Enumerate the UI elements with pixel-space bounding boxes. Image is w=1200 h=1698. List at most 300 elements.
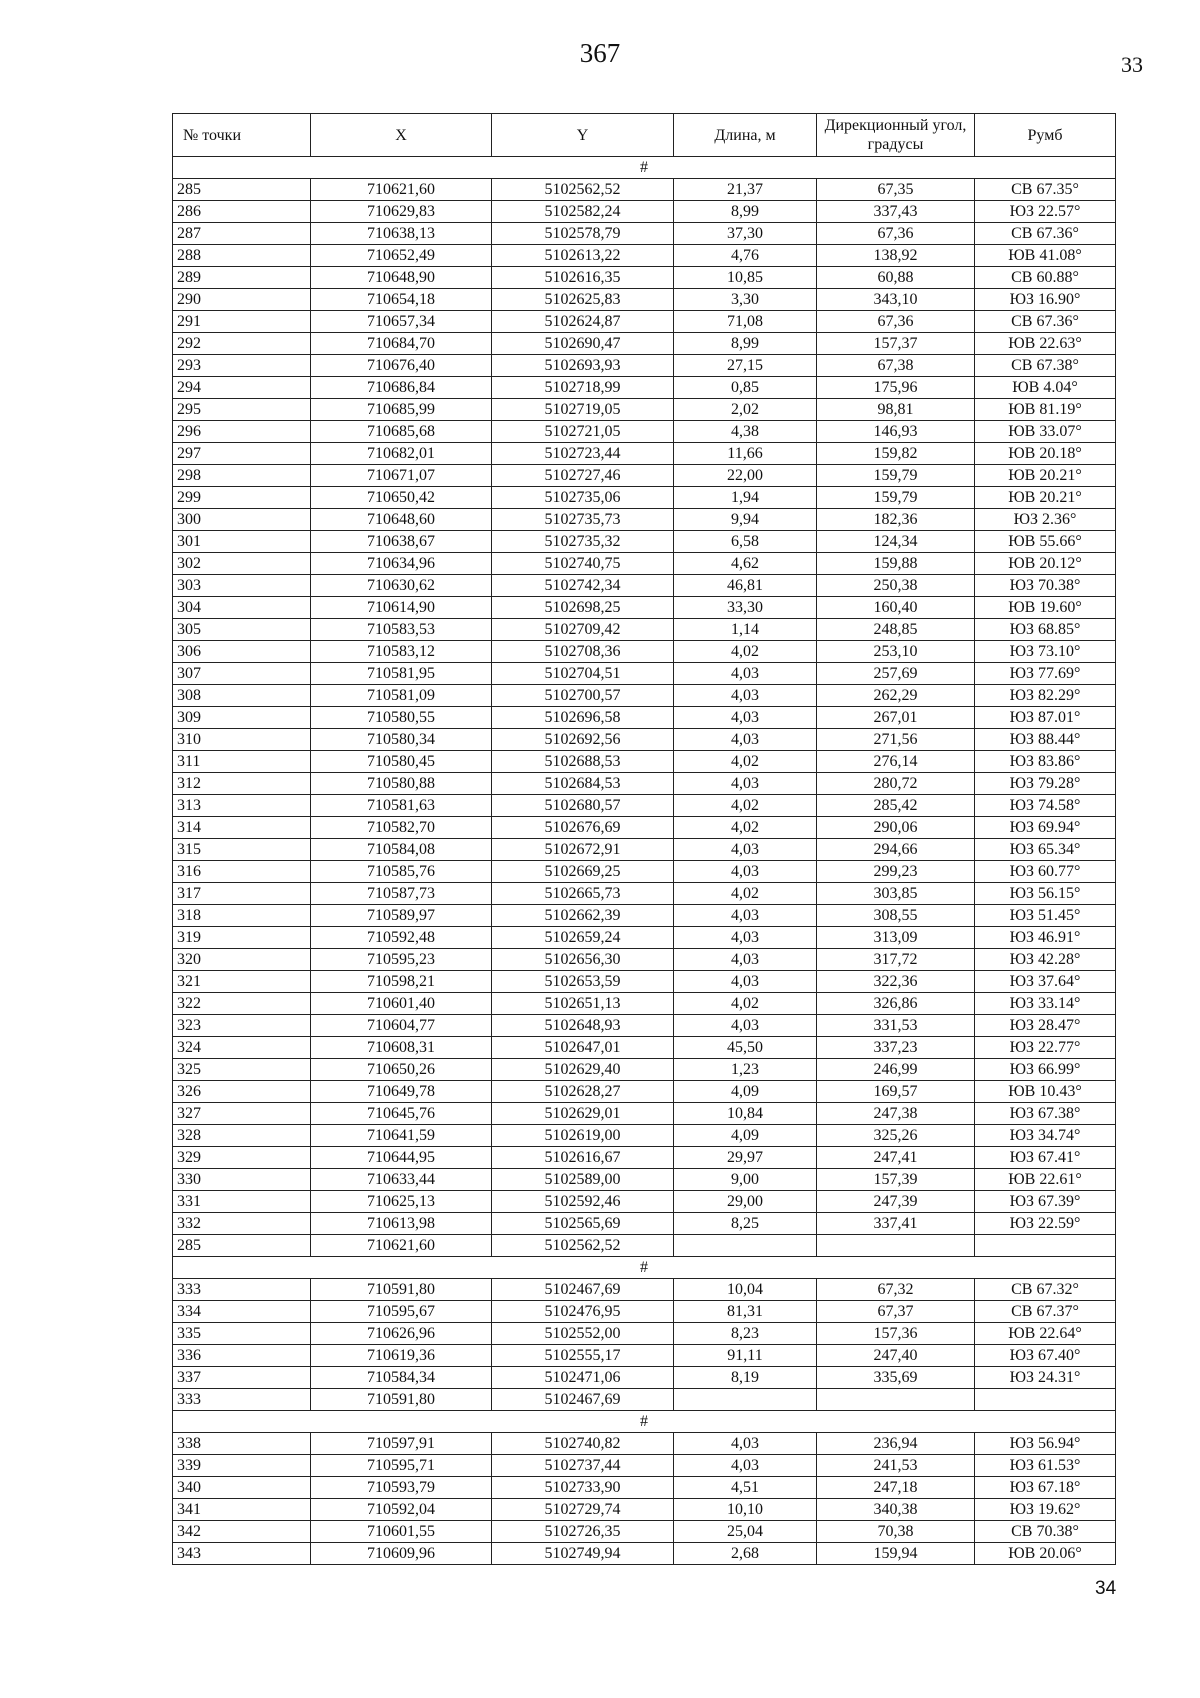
point-number-cell: 303 [173, 575, 311, 597]
table-row [173, 927, 1116, 949]
x-cell: 710581,95 [311, 663, 492, 685]
rhumb-cell: СВ 67.36° [975, 223, 1116, 245]
y-cell: 5102578,79 [492, 223, 674, 245]
table-row [173, 399, 1116, 421]
length-cell: 4,03 [674, 1015, 817, 1037]
length-cell: 10,84 [674, 1103, 817, 1125]
y-cell: 5102565,69 [492, 1213, 674, 1235]
angle-cell: 157,37 [817, 333, 975, 355]
rhumb-cell: СВ 67.35° [975, 179, 1116, 201]
y-cell: 5102688,53 [492, 751, 674, 773]
x-cell: 710595,23 [311, 949, 492, 971]
length-cell: 8,99 [674, 333, 817, 355]
table-row [173, 971, 1116, 993]
point-number-cell: 333 [173, 1389, 311, 1411]
x-cell: 710591,80 [311, 1389, 492, 1411]
table-row [173, 1389, 1116, 1411]
length-cell: 4,03 [674, 707, 817, 729]
table-row [173, 223, 1116, 245]
point-number-cell: 323 [173, 1015, 311, 1037]
table-row [173, 1213, 1116, 1235]
point-number-cell: 309 [173, 707, 311, 729]
point-number-cell: 338 [173, 1433, 311, 1455]
x-cell: 710638,13 [311, 223, 492, 245]
table-row [173, 1433, 1116, 1455]
point-number-cell: 327 [173, 1103, 311, 1125]
rhumb-cell: ЮЗ 22.57° [975, 201, 1116, 223]
x-cell: 710604,77 [311, 1015, 492, 1037]
angle-cell: 331,53 [817, 1015, 975, 1037]
point-number-cell: 295 [173, 399, 311, 421]
y-cell: 5102709,42 [492, 619, 674, 641]
angle-cell: 337,41 [817, 1213, 975, 1235]
point-number-cell: 325 [173, 1059, 311, 1081]
length-cell: 4,02 [674, 817, 817, 839]
table-row [173, 1037, 1116, 1059]
contour-separator-row [173, 1411, 1116, 1433]
y-cell: 5102562,52 [492, 1235, 674, 1257]
angle-cell: 157,39 [817, 1169, 975, 1191]
x-cell: 710595,71 [311, 1455, 492, 1477]
point-number-cell: 286 [173, 201, 311, 223]
y-cell: 5102690,47 [492, 333, 674, 355]
rhumb-cell: ЮЗ 66.99° [975, 1059, 1116, 1081]
point-number-cell: 292 [173, 333, 311, 355]
point-number-cell: 290 [173, 289, 311, 311]
x-cell: 710654,18 [311, 289, 492, 311]
header-point-number: № точки [173, 114, 311, 157]
length-cell [674, 1389, 817, 1411]
angle-cell: 335,69 [817, 1367, 975, 1389]
rhumb-cell: ЮЗ 22.77° [975, 1037, 1116, 1059]
rhumb-cell: ЮВ 20.21° [975, 465, 1116, 487]
table-row [173, 1543, 1116, 1565]
point-number-cell: 342 [173, 1521, 311, 1543]
point-number-cell: 288 [173, 245, 311, 267]
contour-separator-row [173, 157, 1116, 179]
point-number-cell: 315 [173, 839, 311, 861]
angle-cell: 303,85 [817, 883, 975, 905]
angle-cell: 159,94 [817, 1543, 975, 1565]
y-cell: 5102555,17 [492, 1345, 674, 1367]
angle-cell [817, 1235, 975, 1257]
x-cell: 710638,67 [311, 531, 492, 553]
rhumb-cell: СВ 67.32° [975, 1279, 1116, 1301]
length-cell: 6,58 [674, 531, 817, 553]
table-row [173, 905, 1116, 927]
point-number-cell: 314 [173, 817, 311, 839]
x-cell: 710657,34 [311, 311, 492, 333]
angle-cell: 246,99 [817, 1059, 975, 1081]
length-cell: 8,25 [674, 1213, 817, 1235]
x-cell: 710584,08 [311, 839, 492, 861]
rhumb-cell: ЮЗ 67.38° [975, 1103, 1116, 1125]
rhumb-cell: СВ 70.38° [975, 1521, 1116, 1543]
rhumb-cell: СВ 67.38° [975, 355, 1116, 377]
point-number-cell: 313 [173, 795, 311, 817]
table-row [173, 1499, 1116, 1521]
rhumb-cell: ЮВ 20.12° [975, 553, 1116, 575]
x-cell: 710630,62 [311, 575, 492, 597]
length-cell: 4,02 [674, 641, 817, 663]
point-number-cell: 306 [173, 641, 311, 663]
rhumb-cell: ЮЗ 37.64° [975, 971, 1116, 993]
angle-cell: 337,23 [817, 1037, 975, 1059]
point-number-cell: 329 [173, 1147, 311, 1169]
table-row [173, 1169, 1116, 1191]
x-cell: 710682,01 [311, 443, 492, 465]
x-cell: 710650,26 [311, 1059, 492, 1081]
x-cell: 710625,13 [311, 1191, 492, 1213]
rhumb-cell: ЮВ 33.07° [975, 421, 1116, 443]
angle-cell: 285,42 [817, 795, 975, 817]
rhumb-cell: ЮВ 10.43° [975, 1081, 1116, 1103]
length-cell: 29,97 [674, 1147, 817, 1169]
y-cell: 5102467,69 [492, 1389, 674, 1411]
table-row [173, 773, 1116, 795]
x-cell: 710582,70 [311, 817, 492, 839]
point-number-cell: 307 [173, 663, 311, 685]
y-cell: 5102742,34 [492, 575, 674, 597]
length-cell: 21,37 [674, 179, 817, 201]
length-cell: 4,38 [674, 421, 817, 443]
rhumb-cell: ЮЗ 51.45° [975, 905, 1116, 927]
length-cell: 4,03 [674, 773, 817, 795]
y-cell: 5102616,67 [492, 1147, 674, 1169]
x-cell: 710648,60 [311, 509, 492, 531]
y-cell: 5102659,24 [492, 927, 674, 949]
y-cell: 5102727,46 [492, 465, 674, 487]
angle-cell: 67,32 [817, 1279, 975, 1301]
point-number-cell: 294 [173, 377, 311, 399]
table-row [173, 443, 1116, 465]
length-cell: 11,66 [674, 443, 817, 465]
rhumb-cell: ЮЗ 2.36° [975, 509, 1116, 531]
point-number-cell: 322 [173, 993, 311, 1015]
table-row [173, 1081, 1116, 1103]
table-row [173, 487, 1116, 509]
y-cell: 5102735,73 [492, 509, 674, 531]
x-cell: 710648,90 [311, 267, 492, 289]
y-cell: 5102749,94 [492, 1543, 674, 1565]
y-cell: 5102672,91 [492, 839, 674, 861]
point-number-cell: 291 [173, 311, 311, 333]
table-row [173, 179, 1116, 201]
y-cell: 5102619,00 [492, 1125, 674, 1147]
angle-cell: 241,53 [817, 1455, 975, 1477]
y-cell: 5102669,25 [492, 861, 674, 883]
angle-cell: 247,40 [817, 1345, 975, 1367]
angle-cell: 67,38 [817, 355, 975, 377]
table-row [173, 575, 1116, 597]
header-row [173, 114, 1116, 157]
x-cell: 710581,09 [311, 685, 492, 707]
y-cell: 5102700,57 [492, 685, 674, 707]
point-number-cell: 316 [173, 861, 311, 883]
point-number-cell: 319 [173, 927, 311, 949]
rhumb-cell: ЮЗ 61.53° [975, 1455, 1116, 1477]
table-row [173, 1015, 1116, 1037]
point-number-cell: 311 [173, 751, 311, 773]
table-row [173, 289, 1116, 311]
angle-cell: 290,06 [817, 817, 975, 839]
x-cell: 710589,97 [311, 905, 492, 927]
point-number-cell: 339 [173, 1455, 311, 1477]
rhumb-cell: ЮЗ 34.74° [975, 1125, 1116, 1147]
length-cell: 37,30 [674, 223, 817, 245]
angle-cell: 308,55 [817, 905, 975, 927]
angle-cell: 182,36 [817, 509, 975, 531]
point-number-cell: 296 [173, 421, 311, 443]
length-cell: 4,03 [674, 949, 817, 971]
x-cell: 710621,60 [311, 1235, 492, 1257]
x-cell: 710580,34 [311, 729, 492, 751]
angle-cell: 250,38 [817, 575, 975, 597]
length-cell [674, 1235, 817, 1257]
table-row [173, 1125, 1116, 1147]
y-cell: 5102552,00 [492, 1323, 674, 1345]
y-cell: 5102653,59 [492, 971, 674, 993]
x-cell: 710580,45 [311, 751, 492, 773]
point-number-cell: 321 [173, 971, 311, 993]
angle-cell: 294,66 [817, 839, 975, 861]
rhumb-cell [975, 1389, 1116, 1411]
length-cell: 4,51 [674, 1477, 817, 1499]
point-number-cell: 317 [173, 883, 311, 905]
rhumb-cell: ЮЗ 70.38° [975, 575, 1116, 597]
angle-cell: 70,38 [817, 1521, 975, 1543]
rhumb-cell: ЮЗ 16.90° [975, 289, 1116, 311]
table-row [173, 355, 1116, 377]
angle-cell: 169,57 [817, 1081, 975, 1103]
y-cell: 5102662,39 [492, 905, 674, 927]
rhumb-cell: ЮЗ 56.15° [975, 883, 1116, 905]
length-cell: 4,03 [674, 905, 817, 927]
point-number-cell: 312 [173, 773, 311, 795]
table-row [173, 267, 1116, 289]
table-row [173, 707, 1116, 729]
x-cell: 710595,67 [311, 1301, 492, 1323]
header-rhumb: Румб [975, 114, 1116, 157]
angle-cell: 267,01 [817, 707, 975, 729]
point-number-cell: 335 [173, 1323, 311, 1345]
y-cell: 5102718,99 [492, 377, 674, 399]
y-cell: 5102629,40 [492, 1059, 674, 1081]
angle-cell: 138,92 [817, 245, 975, 267]
table-header [173, 114, 1116, 157]
coordinates-table [172, 113, 1116, 1565]
angle-cell: 253,10 [817, 641, 975, 663]
table-row [173, 377, 1116, 399]
angle-cell: 317,72 [817, 949, 975, 971]
length-cell: 0,85 [674, 377, 817, 399]
x-cell: 710685,68 [311, 421, 492, 443]
x-cell: 710583,12 [311, 641, 492, 663]
y-cell: 5102651,13 [492, 993, 674, 1015]
rhumb-cell: ЮЗ 46.91° [975, 927, 1116, 949]
length-cell: 33,30 [674, 597, 817, 619]
angle-cell: 236,94 [817, 1433, 975, 1455]
length-cell: 10,04 [674, 1279, 817, 1301]
length-cell: 46,81 [674, 575, 817, 597]
table-row [173, 553, 1116, 575]
y-cell: 5102656,30 [492, 949, 674, 971]
rhumb-cell: ЮЗ 22.59° [975, 1213, 1116, 1235]
length-cell: 4,03 [674, 663, 817, 685]
table-row [173, 1103, 1116, 1125]
rhumb-cell: ЮВ 55.66° [975, 531, 1116, 553]
page-number-right: 33 [1121, 52, 1143, 77]
rhumb-cell: ЮЗ 24.31° [975, 1367, 1116, 1389]
angle-cell: 299,23 [817, 861, 975, 883]
x-cell: 710598,21 [311, 971, 492, 993]
x-cell: 710581,63 [311, 795, 492, 817]
angle-cell: 326,86 [817, 993, 975, 1015]
y-cell: 5102629,01 [492, 1103, 674, 1125]
rhumb-cell: ЮЗ 67.18° [975, 1477, 1116, 1499]
angle-cell: 67,37 [817, 1301, 975, 1323]
point-number-cell: 299 [173, 487, 311, 509]
y-cell: 5102740,82 [492, 1433, 674, 1455]
angle-cell: 159,79 [817, 465, 975, 487]
rhumb-cell: ЮЗ 28.47° [975, 1015, 1116, 1037]
angle-cell: 67,36 [817, 311, 975, 333]
x-cell: 710686,84 [311, 377, 492, 399]
contour-separator: # [173, 1257, 1116, 1279]
y-cell: 5102696,58 [492, 707, 674, 729]
angle-cell: 124,34 [817, 531, 975, 553]
table-body [173, 157, 1116, 1565]
table-row [173, 333, 1116, 355]
length-cell: 10,10 [674, 1499, 817, 1521]
length-cell: 45,50 [674, 1037, 817, 1059]
length-cell: 3,30 [674, 289, 817, 311]
length-cell: 4,03 [674, 971, 817, 993]
point-number-cell: 285 [173, 179, 311, 201]
length-cell: 4,09 [674, 1081, 817, 1103]
length-cell: 4,03 [674, 685, 817, 707]
y-cell: 5102676,69 [492, 817, 674, 839]
x-cell: 710685,99 [311, 399, 492, 421]
rhumb-cell: ЮЗ 67.39° [975, 1191, 1116, 1213]
y-cell: 5102613,22 [492, 245, 674, 267]
x-cell: 710608,31 [311, 1037, 492, 1059]
length-cell: 22,00 [674, 465, 817, 487]
x-cell: 710684,70 [311, 333, 492, 355]
length-cell: 25,04 [674, 1521, 817, 1543]
table-row [173, 1191, 1116, 1213]
angle-cell: 248,85 [817, 619, 975, 641]
rhumb-cell: ЮЗ 33.14° [975, 993, 1116, 1015]
y-cell: 5102582,24 [492, 201, 674, 223]
angle-cell: 343,10 [817, 289, 975, 311]
rhumb-cell: ЮЗ 69.94° [975, 817, 1116, 839]
header-length: Длина, м [674, 114, 817, 157]
contour-separator: # [173, 157, 1116, 179]
rhumb-cell: ЮЗ 65.34° [975, 839, 1116, 861]
x-cell: 710609,96 [311, 1543, 492, 1565]
y-cell: 5102726,35 [492, 1521, 674, 1543]
point-number-cell: 298 [173, 465, 311, 487]
page-number-top: 367 [579, 38, 621, 68]
angle-cell: 262,29 [817, 685, 975, 707]
angle-cell: 340,38 [817, 1499, 975, 1521]
angle-cell: 160,40 [817, 597, 975, 619]
x-cell: 710629,83 [311, 201, 492, 223]
table-row [173, 1235, 1116, 1257]
contour-separator: # [173, 1411, 1116, 1433]
angle-cell: 247,39 [817, 1191, 975, 1213]
table-row [173, 1279, 1116, 1301]
rhumb-cell: ЮЗ 74.58° [975, 795, 1116, 817]
length-cell: 10,85 [674, 267, 817, 289]
y-cell: 5102704,51 [492, 663, 674, 685]
y-cell: 5102592,46 [492, 1191, 674, 1213]
x-cell: 710652,49 [311, 245, 492, 267]
table-row [173, 817, 1116, 839]
x-cell: 710580,88 [311, 773, 492, 795]
angle-cell: 247,41 [817, 1147, 975, 1169]
angle-cell: 67,35 [817, 179, 975, 201]
length-cell: 1,94 [674, 487, 817, 509]
y-cell: 5102719,05 [492, 399, 674, 421]
length-cell: 4,03 [674, 861, 817, 883]
table-row [173, 245, 1116, 267]
length-cell: 4,03 [674, 927, 817, 949]
table-row [173, 883, 1116, 905]
y-cell: 5102648,93 [492, 1015, 674, 1037]
length-cell: 71,08 [674, 311, 817, 333]
table-row [173, 1059, 1116, 1081]
length-cell: 4,09 [674, 1125, 817, 1147]
y-cell: 5102735,32 [492, 531, 674, 553]
angle-cell [817, 1389, 975, 1411]
y-cell: 5102733,90 [492, 1477, 674, 1499]
x-cell: 710626,96 [311, 1323, 492, 1345]
table-row [173, 1455, 1116, 1477]
x-cell: 710650,42 [311, 487, 492, 509]
rhumb-cell: ЮЗ 56.94° [975, 1433, 1116, 1455]
y-cell: 5102693,93 [492, 355, 674, 377]
point-number-cell: 300 [173, 509, 311, 531]
table-row [173, 1521, 1116, 1543]
x-cell: 710585,76 [311, 861, 492, 883]
rhumb-cell: ЮЗ 88.44° [975, 729, 1116, 751]
table-row [173, 729, 1116, 751]
angle-cell: 257,69 [817, 663, 975, 685]
point-number-cell: 305 [173, 619, 311, 641]
y-cell: 5102616,35 [492, 267, 674, 289]
point-number-cell: 285 [173, 1235, 311, 1257]
table-row [173, 1367, 1116, 1389]
y-cell: 5102698,25 [492, 597, 674, 619]
angle-cell: 157,36 [817, 1323, 975, 1345]
point-number-cell: 326 [173, 1081, 311, 1103]
table-row [173, 795, 1116, 817]
rhumb-cell: ЮВ 81.19° [975, 399, 1116, 421]
table-row [173, 465, 1116, 487]
table-row [173, 201, 1116, 223]
x-cell: 710587,73 [311, 883, 492, 905]
point-number-cell: 297 [173, 443, 311, 465]
rhumb-cell: ЮЗ 79.28° [975, 773, 1116, 795]
y-cell: 5102665,73 [492, 883, 674, 905]
x-cell: 710634,96 [311, 553, 492, 575]
y-cell: 5102562,52 [492, 179, 674, 201]
length-cell: 2,02 [674, 399, 817, 421]
length-cell: 9,00 [674, 1169, 817, 1191]
angle-cell: 276,14 [817, 751, 975, 773]
